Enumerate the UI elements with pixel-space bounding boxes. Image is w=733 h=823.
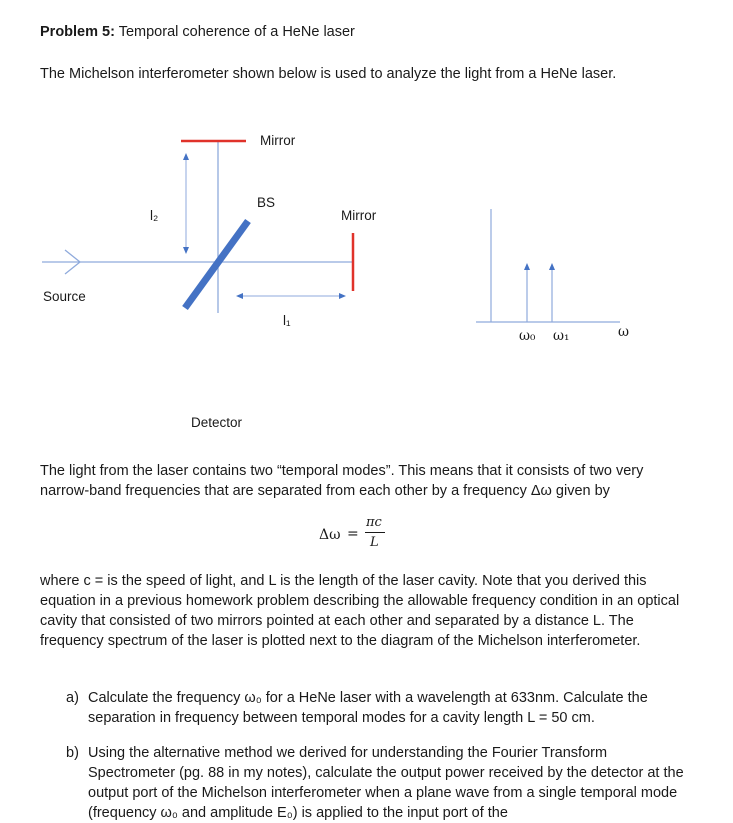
modes-paragraph: The light from the laser contains two “temporal modes”. This means that it consists of two very narrow-band frequencies that are separated from each other by a frequency Δω given by bbox=[40, 463, 644, 499]
l1-arrow-head-right bbox=[339, 293, 346, 299]
l2-arrow-head-up bbox=[183, 153, 189, 160]
l2-label: l₂ bbox=[150, 208, 159, 223]
l2-arrow-head-down bbox=[183, 247, 189, 254]
question-b-text: Using the alternative method we derived for understanding the Fourier Transform Spectrometer (pg. 88 in my notes), calculate the output power received by the detector at the output port of the Michelson interferometer when a plane wave from a single temporal mode (frequency ω₀ and amplitude E₀) is applied to the input port of the bbox=[88, 745, 684, 821]
omega-axis-label: ω bbox=[618, 324, 630, 340]
mirror-right-label: Mirror bbox=[341, 208, 377, 223]
omega1-label: ω₁ bbox=[553, 328, 570, 344]
question-a-text: Calculate the frequency ω₀ for a HeNe laser with a wavelength at 633nm. Calculate the separation in frequency between temporal modes for a cavity length L = 50 cm. bbox=[88, 690, 648, 726]
beam-splitter-label: BS bbox=[257, 195, 276, 210]
mirror-top-label: Mirror bbox=[260, 133, 296, 148]
intro-text: The Michelson interferometer shown below is used to analyze the light from a HeNe laser. bbox=[40, 66, 617, 82]
equation-denominator: L bbox=[370, 535, 379, 550]
equation-numerator: πc bbox=[366, 515, 382, 530]
question-b-letter: b) bbox=[66, 745, 79, 761]
fraction-bar bbox=[365, 532, 385, 533]
source-label: Source bbox=[43, 289, 86, 304]
detector-label: Detector bbox=[191, 415, 243, 430]
omega0-label: ω₀ bbox=[519, 328, 536, 344]
peak-omega0-arrowhead bbox=[524, 263, 530, 270]
problem-label: Problem 5: bbox=[40, 24, 115, 40]
equation-equals: = bbox=[347, 526, 359, 542]
peak-omega1-arrowhead bbox=[549, 263, 555, 270]
equation-lhs: Δω bbox=[319, 527, 341, 543]
problem-title-text: Temporal coherence of a HeNe laser bbox=[118, 24, 355, 40]
l1-label: l₁ bbox=[283, 313, 291, 328]
question-a-letter: a) bbox=[66, 690, 79, 706]
where-paragraph: where c = is the speed of light, and L is the length of the laser cavity. Note that you derived this equation in a previous homework problem describing the allowable frequency condition in an optical cavity that consisted of two mirrors pointed at each other and separated by a distance L. The frequency spectrum of the laser is plotted next to the diagram of the Michelson interferometer. bbox=[40, 573, 680, 649]
l1-arrow-head-left bbox=[236, 293, 243, 299]
